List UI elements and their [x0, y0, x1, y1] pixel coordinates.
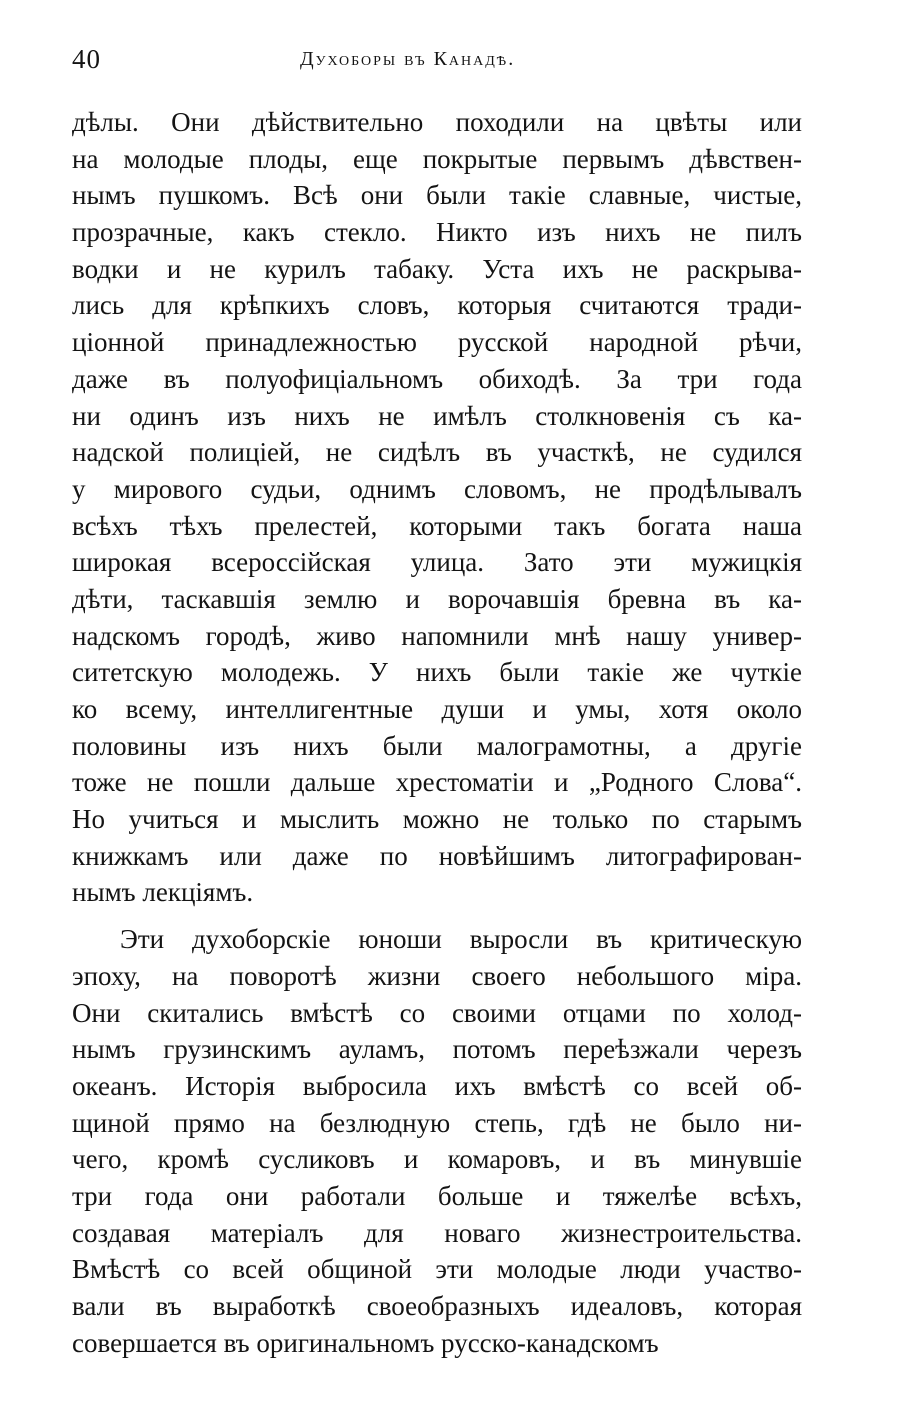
text-line: нымъ лекціямъ.	[72, 877, 254, 908]
page-number: 40	[72, 44, 101, 74]
paragraph-gap	[72, 911, 802, 921]
text-line: широкая всероссійская улица. Зато эти мужицкія	[72, 547, 802, 578]
text-line: на молодые плоды, еще покрытые первымъ дѣвствен-	[72, 143, 802, 174]
text-line: вали въ выработкѣ своеобразныхъ идеаловъ, которая	[72, 1291, 802, 1321]
text-line: надскомъ городѣ, живо напомнили мнѣ нашу универ-	[72, 620, 802, 651]
text-line: нымъ пушкомъ. Всѣ они были такіе славные, чистые,	[72, 180, 802, 211]
text-line: тоже не пошли дальше хрестоматіи и „Родного Слова“.	[72, 767, 802, 798]
text-line: половины изъ нихъ были малограмотны, а другіе	[72, 730, 802, 761]
text-line: лись для крѣпкихъ словъ, которыя считаются тради-	[72, 290, 802, 321]
text-line: щиной прямо на безлюдную степь, гдѣ не было ни-	[72, 1107, 802, 1138]
running-title: Духоборы въ Канадѣ.	[300, 48, 516, 70]
paragraph-1	[72, 104, 802, 911]
text-line: Но учиться и мыслить можно не только по старымъ	[72, 804, 802, 835]
text-line: нымъ грузинскимъ ауламъ, потомъ переѣзжали черезъ	[72, 1034, 802, 1065]
text-line: ни одинъ изъ нихъ не имѣлъ столкновенія съ ка-	[72, 400, 802, 431]
text-line: эпоху, на поворотѣ жизни своего небольшого міра.	[72, 960, 802, 991]
text-line: океанъ. Исторія выбросила ихъ вмѣстѣ со всей об-	[72, 1070, 802, 1101]
text-line: три года они работали больше и тяжелѣе всѣхъ,	[72, 1180, 802, 1211]
text-line: ціонной принадлежностью русской народной рѣчи,	[72, 327, 802, 358]
text-line: прозрачные, какъ стекло. Никто изъ нихъ не пилъ	[72, 217, 802, 248]
page-header	[72, 44, 812, 80]
body-text	[72, 104, 802, 1361]
paragraph-2	[72, 921, 802, 1361]
text-line: ситетскую молодежь. У нихъ были такіе же чуткіе	[72, 657, 802, 688]
text-line: совершается въ оригинальномъ русско-канадскомъ	[72, 1327, 659, 1358]
text-line: книжкамъ или даже по новѣйшимъ литографирован-	[72, 840, 802, 871]
text-line: ко всему, интеллигентные души и умы, хотя около	[72, 694, 802, 724]
text-line: надской полиціей, не сидѣлъ въ участкѣ, не судился	[72, 437, 802, 468]
text-line: Они скитались вмѣстѣ со своими отцами по холод-	[72, 997, 802, 1028]
text-line: Эти духоборскіе юноши выросли въ критическую	[120, 924, 802, 955]
text-line: дѣлы. Они дѣйствительно походили на цвѣты или	[72, 107, 802, 137]
text-line: дѣти, таскавшія землю и ворочавшія бревна въ ка-	[72, 583, 802, 614]
text-line: даже въ полуофиціальномъ обиходѣ. За три года	[72, 363, 802, 394]
text-line: Вмѣстѣ со всей общиной эти молодые люди участво-	[72, 1254, 802, 1285]
text-line: водки и не курилъ табаку. Уста ихъ не раскрыва-	[72, 253, 802, 284]
text-line: у мирового судьи, однимъ словомъ, не продѣлывалъ	[72, 473, 802, 504]
text-line: создавая матеріалъ для новаго жизнестроительства.	[72, 1217, 802, 1248]
text-line: чего, кромѣ сусликовъ и комаровъ, и въ минувшіе	[72, 1144, 802, 1175]
text-line: всѣхъ тѣхъ прелестей, которыми такъ богата наша	[72, 510, 802, 541]
